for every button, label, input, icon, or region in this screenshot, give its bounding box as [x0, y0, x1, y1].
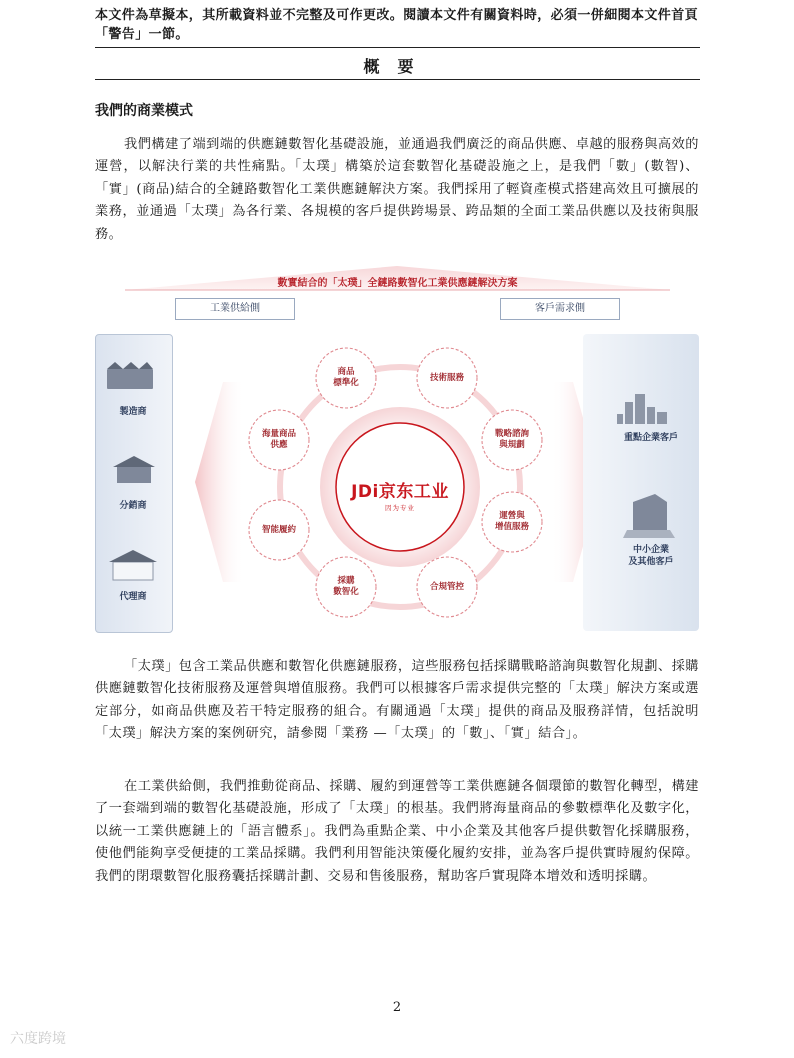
node-standardization: 商品 標準化	[333, 367, 359, 388]
node-fulfillment: 智能履約	[261, 525, 296, 535]
entity-key-enterprise: 重點企業客戶	[623, 433, 678, 443]
entity-agent: 代理商	[119, 592, 147, 602]
logo-text: JDi京东工业	[351, 482, 449, 502]
diagram-banner: 數實結合的「太璞」全鏈路數智化工業供應鏈解決方案	[277, 278, 518, 289]
logo-subtext: 因为专业	[385, 504, 415, 512]
office-building-icon	[623, 494, 675, 538]
node-operations: 運營與 增值服務	[494, 511, 529, 532]
subheading: 我們的商業模式	[95, 103, 193, 119]
top-rule	[95, 47, 700, 48]
entity-distributor: 分銷商	[119, 501, 147, 511]
paragraph-3: 在工業供給側，我們推動從商品、採購、履約到運營等工業供應鏈各個環節的數智化轉型，構建了一套端到端的數智化基礎設施，形成了「太璞」的根基。我們將海量商品的參數標準化及數字化，以統一工業供應鏈上的「語言體系」。我們為重點企業、中小企業及其他客戶提供數智化採購服務，使他們能夠享受便捷的工業品採購。我們利用智能決策優化履約安排，並為客戶提供實時履約保障。我們的閉環數智化服務囊括採購計劃、交易和售後服務，幫助客戶實現降本增效和透明採購。	[95, 779, 699, 884]
paragraph-2: 「太璞」包含工業品供應和數智化供應鏈服務，這些服務包括採購戰略諮詢與數智化規劃、採購供應鏈數智化技術服務及運營與增值服務。我們可以根據客戶需求提供完整的「太璞」解決方案或選定部分，如商品供應及若干特定服務的組合。有關通過「太璞」提供的商品及服務詳情，包括說明「太璞」解決方案的案例研究，請參閱「業務 —「太璞」的「數」、「實」結合」。	[95, 659, 699, 742]
watermark: 六度跨境	[10, 1031, 66, 1047]
skyline-icon	[617, 394, 667, 424]
section-title: 概要	[363, 57, 432, 76]
node-supply: 海量商品 供應	[261, 429, 296, 450]
node-compliance: 合規管控	[429, 582, 464, 592]
page-number: 2	[392, 1000, 402, 1015]
entity-manufacturer: 製造商	[119, 407, 147, 417]
entity-icons	[95, 262, 700, 634]
shop-icon	[113, 562, 153, 580]
title-rule	[95, 79, 700, 80]
entity-sme: 中小企業 及其他客戶	[628, 545, 674, 567]
factory-icon	[107, 369, 153, 389]
draft-warning: 本文件為草擬本，其所載資料並不完整及可作更改。閱讀本文件有關資料時，必須一併細閱本文件首頁「警告」一節。	[95, 8, 699, 42]
paragraph-1: 我們構建了端到端的供應鏈數智化基礎設施，並通過我們廣泛的商品供應、卓越的服務與高效的運營，以解決行業的共性痛點。「太璞」構築於這套數智化基礎設施之上，是我們「數」(數智)、「實」(商品)結合的全鏈路數智化工業供應鏈解決方案。我們採用了輕資產模式搭建高效且可擴展的業務，並通過「太璞」為各行業、各規模的客戶提供跨場景、跨品類的全面工業品供應以及技術與服務。	[95, 137, 699, 242]
warehouse-icon	[117, 467, 151, 483]
jd-industrials-logo	[345, 477, 455, 512]
supply-side-label: 工業供給側	[175, 298, 295, 320]
solution-diagram	[95, 262, 700, 634]
node-tech-service: 技術服務	[429, 373, 464, 383]
node-strategy: 戰略諮詢 與規劃	[494, 429, 529, 450]
demand-side-label: 客戶需求側	[500, 298, 620, 320]
node-procurement: 採購 數智化	[333, 576, 359, 597]
